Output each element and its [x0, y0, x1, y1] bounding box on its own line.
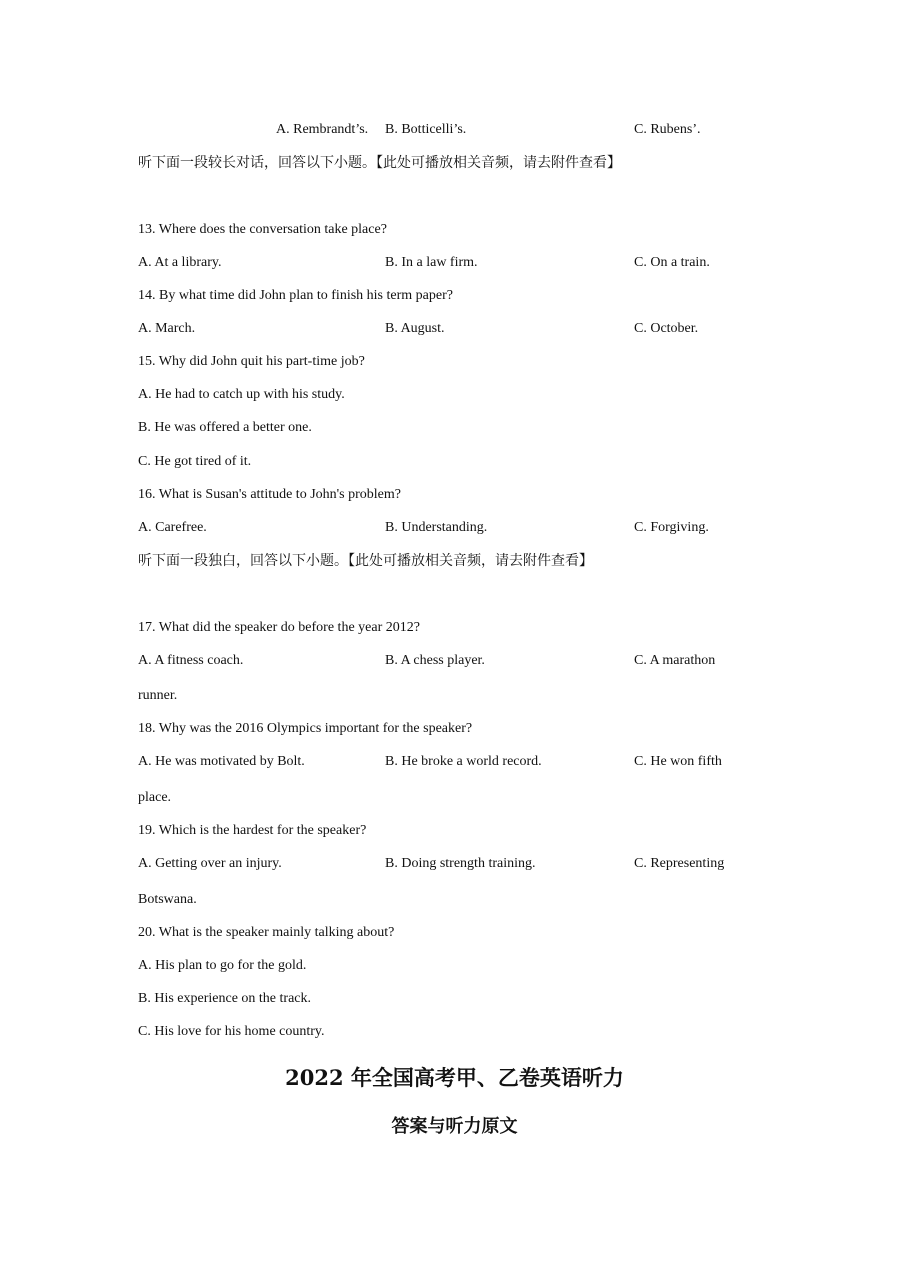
q14-stem: 14. By what time did John plan to finish his term paper? — [138, 288, 453, 303]
q15-option-c: C. He got tired of it. — [138, 454, 252, 469]
q14-option-c: C. October. — [634, 321, 699, 336]
q14-option-a: A. March. — [138, 321, 196, 336]
q13-option-a: A. At a library. — [138, 255, 222, 270]
q18-option-c-continued: place. — [138, 790, 172, 805]
q13-option-b: B. In a law firm. — [385, 255, 478, 270]
q20-option-c: C. His love for his home country. — [138, 1024, 325, 1039]
q17-option-c-continued: runner. — [138, 688, 178, 703]
q17-stem: 17. What did the speaker do before the year 2012? — [138, 620, 420, 635]
q17-option-c: C. A marathon — [634, 653, 716, 668]
q17-option-a: A. A fitness coach. — [138, 653, 244, 668]
q12-option-c: C. Rubens’. — [634, 122, 701, 137]
q13-stem: 13. Where does the conversation take place? — [138, 222, 387, 237]
q18-stem: 18. Why was the 2016 Olympics important for the speaker? — [138, 721, 473, 736]
q18-option-a: A. He was motivated by Bolt. — [138, 754, 305, 769]
q15-stem: 15. Why did John quit his part-time job? — [138, 354, 365, 369]
q18-option-b: B. He broke a world record. — [385, 754, 542, 769]
section-subtitle: 答案与听力原文 — [391, 1116, 518, 1137]
q16-stem: 16. What is Susan's attitude to John's problem? — [138, 487, 401, 502]
instruction-long-dialogue: 听下面一段较长对话，回答以下小题。【此处可播放相关音频，请去附件查看】 — [138, 155, 621, 171]
q12-option-b: B. Botticelli’s. — [385, 122, 467, 137]
q12-option-a: A. Rembrandt’s. — [276, 122, 369, 137]
q20-option-a: A. His plan to go for the gold. — [138, 958, 307, 973]
q20-stem: 20. What is the speaker mainly talking about? — [138, 925, 395, 940]
q14-option-b: B. August. — [385, 321, 445, 336]
q19-option-b: B. Doing strength training. — [385, 856, 536, 871]
q17-option-b: B. A chess player. — [385, 653, 485, 668]
q20-option-b: B. His experience on the track. — [138, 991, 311, 1006]
q19-option-c-continued: Botswana. — [138, 892, 197, 907]
q13-option-c: C. On a train. — [634, 255, 710, 270]
q16-option-b: B. Understanding. — [385, 520, 488, 535]
q19-option-a: A. Getting over an injury. — [138, 856, 282, 871]
q18-option-c: C. He won fifth — [634, 754, 722, 769]
q16-option-c: C. Forgiving. — [634, 520, 709, 535]
q16-option-a: A. Carefree. — [138, 520, 207, 535]
q15-option-b: B. He was offered a better one. — [138, 420, 312, 435]
instruction-monologue: 听下面一段独白，回答以下小题。【此处可播放相关音频，请去附件查看】 — [138, 553, 593, 569]
q15-option-a: A. He had to catch up with his study. — [138, 387, 345, 402]
q19-option-c: C. Representing — [634, 856, 725, 871]
section-title: 2022 年全国高考甲、乙卷英语听力 — [285, 1065, 624, 1090]
q19-stem: 19. Which is the hardest for the speaker? — [138, 823, 367, 838]
